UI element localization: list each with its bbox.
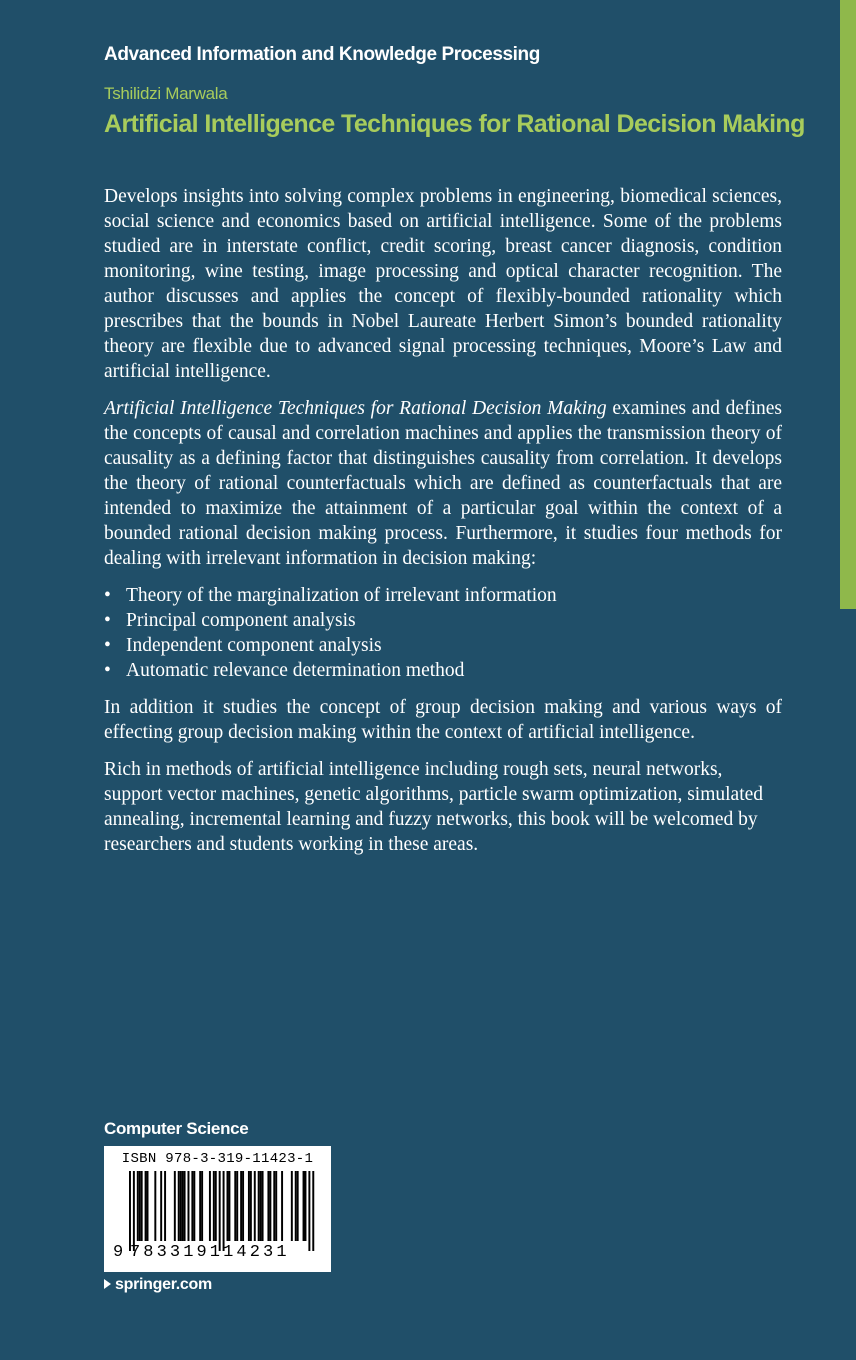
description-paragraph-2 [104, 396, 782, 571]
publisher-website-text: springer.com [115, 1276, 212, 1293]
barcode-bar [160, 1171, 162, 1241]
description-paragraph-3: In addition it studies the concept of group decision making and various ways of effecting group decision making within the context of artificial intelligence. [104, 697, 782, 743]
barcode-bar [213, 1171, 215, 1241]
bullet-icon: • [104, 660, 111, 681]
barcode-bar [269, 1171, 271, 1241]
description-paragraph-4: Rich in methods of artificial intelligence including rough sets, neural networks, support vector machines, genetic algorithms, particle swarm optimization, simulated annealing, incremental learning and fuzzy networks, this book will be welcomed by researchers and students working in these areas. [104, 759, 764, 855]
description-paragraph-1: Develops insights into solving complex problems in engineering, biomedical sciences, social science and economics based on artificial intelligence. Some of the problems studied are in interstate conflict, credit scoring, breast cancer diagnosis, condition monitoring, wine testing, image processing and optical character recognition. The author discusses and applies the concept of flexibly-bounded rationality which prescribes that the bounds in Nobel Laureate Herbert Simon’s bounded rationality theory are flexible due to advanced signal processing techniques, Moore’s Law and artificial intelligence. [104, 186, 782, 382]
barcode-bar [188, 1171, 190, 1241]
methods-list-item-text: Independent component analysis [126, 635, 382, 656]
barcode-bar [141, 1171, 143, 1241]
barcode-bar [215, 1171, 217, 1241]
barcode-bar [291, 1171, 293, 1241]
isbn-barcode [104, 1146, 331, 1272]
description-paragraph-2-text: examines and defines the concepts of causal and correlation machines and applies the transmission theory of causality as a defining factor that distinguishes causality from correlation. It develops the theory of rational counterfactuals which are defined as counterfactuals that are intended to maximize the attainment of a particular goal within the context of a bounded rational decision making process. Furthermore, it studies four methods for dealing with irrelevant information in decision making: [104, 398, 782, 569]
barcode-bar [262, 1171, 264, 1241]
barcode-bar [182, 1171, 184, 1241]
book-description [104, 184, 782, 869]
barcode-bar [236, 1171, 238, 1241]
barcode-bar [303, 1171, 305, 1241]
bullet-icon: • [104, 635, 111, 656]
methods-list-item-text: Principal component analysis [126, 610, 356, 631]
series-title: Advanced Information and Knowledge Processing [104, 44, 540, 65]
barcode-bar [129, 1171, 131, 1251]
barcode-bar [137, 1171, 139, 1241]
methods-list-item [104, 633, 782, 658]
publisher-website [104, 1276, 212, 1294]
barcode-bar [242, 1171, 244, 1241]
barcode-bar [223, 1171, 225, 1251]
barcode-bar [258, 1171, 260, 1241]
barcode-bar [297, 1171, 299, 1241]
barcode-bar [154, 1171, 156, 1241]
barcode-bar [260, 1171, 262, 1241]
barcode-bar [193, 1171, 195, 1241]
ean-first-digit: 9 [113, 1243, 124, 1262]
methods-list-item [104, 583, 782, 608]
barcode-bar [267, 1171, 269, 1241]
methods-list-item-text: Theory of the marginalization of irrelevant information [126, 585, 557, 606]
book-title: Artificial Intelligence Techniques for Rational Decision Making [104, 110, 805, 138]
barcode-bar [248, 1171, 250, 1241]
bullet-icon: • [104, 610, 111, 631]
barcode-bar [201, 1171, 203, 1241]
spine-accent-bar [840, 0, 856, 609]
barcode-bar [227, 1171, 229, 1241]
barcode-bar [219, 1171, 221, 1251]
barcode-bar [174, 1171, 176, 1241]
barcode-bar [191, 1171, 193, 1241]
ean-digits: 783319114231 [130, 1243, 290, 1262]
methods-list-item-text: Automatic relevance determination method [126, 660, 465, 681]
barcode-bar [178, 1171, 180, 1241]
subject-category: Computer Science [104, 1119, 249, 1138]
barcode-bar [240, 1171, 242, 1241]
isbn-label: ISBN 978-3-319-11423-1 [121, 1151, 314, 1167]
barcode-bar [250, 1171, 252, 1241]
arrow-right-icon [104, 1279, 111, 1289]
barcode-bar [199, 1171, 201, 1241]
barcode-bar [305, 1171, 307, 1241]
author-name: Tshilidzi Marwala [104, 84, 228, 103]
barcode-bar [281, 1171, 283, 1241]
barcode-bar [308, 1171, 310, 1251]
bullet-icon: • [104, 585, 111, 606]
barcode-bar [312, 1171, 314, 1251]
barcode-bar [254, 1171, 256, 1241]
barcode-bar [275, 1171, 277, 1241]
barcode-bar [228, 1171, 230, 1241]
barcode-bar [139, 1171, 141, 1241]
barcode-bar [145, 1171, 147, 1241]
barcode-bar [234, 1171, 236, 1241]
barcode-bar [273, 1171, 275, 1241]
barcode-bar [147, 1171, 149, 1241]
barcode-bar [164, 1171, 166, 1241]
barcode-bar [133, 1171, 135, 1251]
barcode-bar [295, 1171, 297, 1241]
methods-list [104, 583, 782, 683]
barcode-bar [209, 1171, 211, 1241]
description-title-reference: Artificial Intelligence Techniques for Rational Decision Making [104, 398, 607, 419]
barcode-bar [180, 1171, 182, 1241]
methods-list-item [104, 608, 782, 633]
barcode-bar [184, 1171, 186, 1241]
methods-list-item [104, 658, 782, 683]
